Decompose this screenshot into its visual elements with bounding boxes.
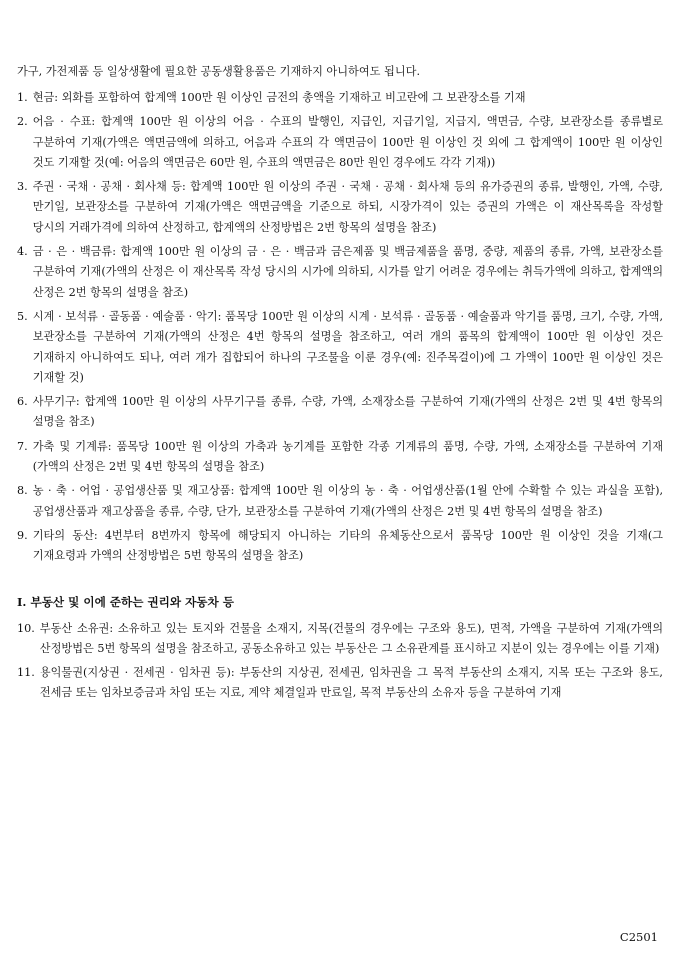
list-item [17, 437, 663, 478]
list-item [17, 663, 663, 704]
item-text: 현금: 외화를 포함하여 합계액 100만 원 이상인 금전의 총액을 기재하고 비고란에 그 보관장소를 기재 [32, 91, 526, 104]
item-text: 부동산 소유권: 소유하고 있는 토지와 건물을 소재지, 지목(건물의 경우에는 구조와 용도), 면적, 가액을 구분하여 기재(가액의 산정방법은 5번 항목의 설명을 참조하고, 공동소유하고 있는 부동산은 그 소유관계를 표시하고 지분이 있는 경우에는 이를 기재) [39, 621, 663, 655]
item-number: 10. [17, 621, 35, 635]
item-number: 4. [17, 245, 28, 259]
item-number: 1. [17, 91, 28, 104]
item-text: 어음 · 수표: 합계액 100만 원 이상의 어음 · 수표의 발행인, 지급인, 지급기일, 지급지, 액면금, 수량, 보관장소를 종류별로 구분하여 기재(가액은 액면금액에 의하고, 어음과 수표의 각 액면금이 100만 원 이상인 것 외에 그 합계액이 100만 원 이상인 것도 기재할 것(예: 어음의 액면금은 60만 원, 수표의 액면금은 80만 원인 경우에도 각각 기재)) [32, 115, 663, 169]
item-number: 8. [17, 484, 28, 498]
item-number: 6. [17, 395, 28, 409]
list-item [17, 88, 663, 108]
list-item [17, 619, 663, 660]
item-text: 가축 및 기계류: 품목당 100만 원 이상의 가축과 농기계를 포함한 각종 기계류의 품명, 수량, 가액, 소재장소를 구분하여 기재(가액의 산정은 2번 및 4번 항목의 설명을 참조) [32, 439, 663, 474]
item-text: 주권 · 국채 · 공채 · 회사채 등: 합계액 100만 원 이상의 주권 · 국채 · 공채 · 회사채 등의 유가증권의 종류, 발행인, 가액, 수량, 만기일, 보관장소를 구분하여 기재(가액은 액면금액을 기준으로 하되, 시장가격이 있는 증권의 가액은 이 재산목록을 작성할 당시의 거래가격에 의하여 산정하고, 합계액의 산정방법은 2번 항목의 설명을 참조) [32, 180, 663, 234]
item-list-real-estate [17, 619, 663, 704]
intro-paragraph: 가구, 가전제품 등 일상생활에 필요한 공동생활용품은 기재하지 아니하여도 됩니다. [17, 65, 421, 78]
item-text: 용익물권(지상권 · 전세권 · 임차권 등): 부동산의 지상권, 전세권, 임차권을 그 목적 부동산의 소재지, 지목 또는 구조와 용도, 전세금 또는 임차보증금과 차임 또는 지료, 계약 체결일과 만료일, 목적 부동산의 소유자 등을 구분하여 기재 [39, 666, 663, 700]
item-number: 11. [17, 666, 35, 680]
item-number: 5. [17, 309, 28, 323]
list-item [17, 307, 663, 388]
item-text: 금 · 은 · 백금류: 합계액 100만 원 이상의 금 · 은 · 백금과 금은제품 및 백금제품을 품명, 중량, 제품의 종류, 가액, 보관장소를 구분하여 기재(가액의 산정은 이 재산목록 작성 당시의 시가에 의하되, 시가를 알기 어려운 경우에는 취득가액에 의하고, 합계액의 산정은 2번 항목의 설명을 참조) [32, 245, 663, 299]
item-text: 기타의 동산: 4번부터 8번까지 항목에 해당되지 아니하는 기타의 유체동산으로서 품목당 100만 원 이상인 것을 기재(그 기재요령과 가액의 산정방법은 5번 항목의 설명을 참조) [32, 528, 663, 563]
item-number: 9. [17, 528, 28, 542]
list-item [17, 526, 663, 567]
item-number: 2. [17, 115, 28, 129]
list-item [17, 177, 663, 238]
document-body [17, 62, 663, 708]
item-number: 3. [17, 180, 28, 194]
form-code: C2501 [619, 930, 658, 944]
list-item [17, 392, 663, 433]
item-list-movable-property [17, 88, 663, 567]
item-number: 7. [17, 439, 28, 453]
section-heading: Ⅰ. 부동산 및 이에 준하는 권리와 자동차 등 [17, 594, 234, 609]
list-item [17, 242, 663, 303]
list-item [17, 481, 663, 522]
list-item [17, 112, 663, 173]
item-text: 시계 · 보석류 · 골동품 · 예술품 · 악기: 품목당 100만 원 이상의 시계 · 보석류 · 골동품 · 예술품과 악기를 품명, 크기, 수량, 가액, 보관장소를 구분하여 기재(가액의 산정은 4번 항목의 설명을 참조하고, 여러 개의 품목의 합계액이 100만 원 이상인 것은 기재하지 아니하여도 되나, 여러 개가 집합되어 하나의 구조물을 이룬 경우(예: 진주목걸이)에 그 가액이 100만 원 이상인 것은 기재할 것) [32, 309, 663, 384]
item-text: 사무기구: 합계액 100만 원 이상의 사무기구를 종류, 수량, 가액, 소재장소를 구분하여 기재(가액의 산정은 2번 및 4번 항목의 설명을 참조) [32, 395, 663, 429]
item-text: 농 · 축 · 어업 · 공업생산품 및 재고상품: 합계액 100만 원 이상의 농 · 축 · 어업생산품(1월 안에 수확할 수 있는 과실을 포함), 공업생산품과 재고상품을 종류, 수량, 단가, 보관장소를 구분하여 기재(가액의 산정은 2번 및 4번 항목의 설명을 참조) [32, 484, 663, 518]
